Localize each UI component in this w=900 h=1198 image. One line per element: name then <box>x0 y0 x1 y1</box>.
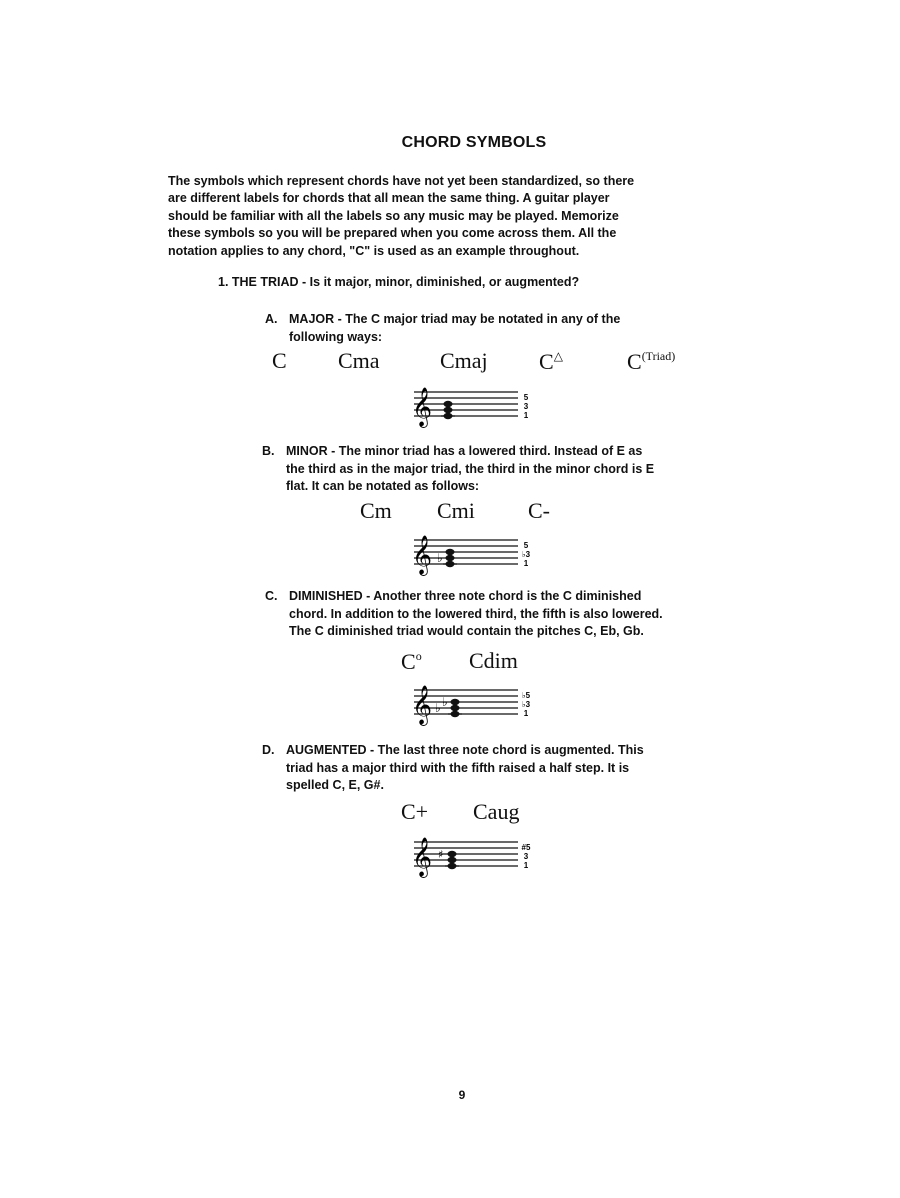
section-line: DIMINISHED - Another three note chord is the C diminished <box>289 589 642 603</box>
interval-label: 1 <box>523 709 529 718</box>
chord-symbol <box>627 350 675 373</box>
interval-label: 5 <box>523 541 529 550</box>
interval-label: 1 <box>523 861 529 870</box>
section-line: following ways: <box>289 329 383 344</box>
section-text <box>286 742 644 795</box>
section-line: chord. In addition to the lowered third, the fifth is also lowered. <box>289 606 663 621</box>
interval-label: #5 <box>521 843 531 852</box>
section-major <box>265 311 745 351</box>
staff-major <box>410 378 540 428</box>
section-line: triad has a major third with the fifth raised a half step. It is <box>286 760 630 775</box>
section-line: AUGMENTED - The last three note chord is augmented. This <box>286 743 644 757</box>
note-head <box>446 555 455 561</box>
interval-label: ♭3 <box>521 700 531 709</box>
section-line: The C diminished triad would contain the pitches C, Eb, Gb. <box>289 624 644 638</box>
treble-clef-icon: 𝄞 <box>412 837 433 877</box>
section-minor <box>262 443 742 499</box>
section-diminished <box>265 588 745 644</box>
interval-label: 1 <box>523 411 529 420</box>
chord-symbol: C+ <box>401 799 429 824</box>
intro-line: The symbols which represent chords have not yet been standardized, so there <box>168 174 635 188</box>
section-text <box>289 311 620 346</box>
note-head <box>446 549 455 555</box>
section-label: A. <box>265 312 278 326</box>
interval-label: ♭3 <box>521 550 531 559</box>
section-line: flat. It can be notated as follows: <box>286 479 480 493</box>
triad-sup: (Triad) <box>641 349 676 363</box>
triad-question: 1. THE TRIAD - Is it major, minor, diminished, or augmented? <box>218 275 580 289</box>
section-label: B. <box>262 444 275 458</box>
staff-augmented <box>410 828 540 878</box>
section-label: C. <box>265 589 278 603</box>
flat-icon: ♭ <box>442 695 448 709</box>
section-augmented <box>262 742 742 798</box>
treble-clef-icon: 𝄞 <box>412 535 433 575</box>
note-head <box>444 407 453 413</box>
chord-root: C <box>539 349 554 374</box>
interval-label: 3 <box>523 852 529 861</box>
chord-symbol: Cdim <box>469 648 518 673</box>
section-line: MINOR - The minor triad has a lowered third. Instead of E as <box>286 444 643 458</box>
dim-sup: o <box>415 649 422 663</box>
staff-diminished <box>410 676 540 726</box>
flat-icon: ♭ <box>437 551 443 565</box>
interval-label: 3 <box>523 402 529 411</box>
intro-line: notation applies to any chord, "C" is used as an example throughout. <box>168 243 580 258</box>
chord-symbol: Cm <box>360 498 392 523</box>
treble-clef-icon: 𝄞 <box>412 387 433 427</box>
chord-symbol: Cma <box>338 348 380 373</box>
chord-symbol: Cmaj <box>440 348 488 373</box>
note-head <box>444 401 453 407</box>
section-text <box>289 588 663 641</box>
intro-line: are different labels for chords that all mean the same thing. A guitar player <box>168 191 610 206</box>
interval-label: ♭5 <box>521 691 531 700</box>
section-line: MAJOR - The C major triad may be notated in any of the <box>289 312 621 326</box>
chord-symbol: C- <box>528 498 550 523</box>
chord-root: C <box>627 349 642 374</box>
chord-symbol: Caug <box>473 799 520 824</box>
intro-paragraph <box>168 173 738 260</box>
section-line: spelled C, E, G#. <box>286 778 384 792</box>
triangle-sup: △ <box>553 349 563 363</box>
note-head <box>451 705 460 711</box>
chord-symbol: Cmi <box>437 498 475 523</box>
chord-root: C <box>401 649 416 674</box>
treble-clef-icon: 𝄞 <box>412 685 433 725</box>
staff-minor <box>410 526 540 576</box>
section-line: the third as in the major triad, the third in the minor chord is E <box>286 461 655 476</box>
interval-label: 5 <box>523 393 529 402</box>
section-label: D. <box>262 743 275 757</box>
chord-symbol: C <box>272 348 287 373</box>
section-text <box>286 443 654 496</box>
flat-icon: ♭ <box>435 701 441 715</box>
note-head <box>451 699 460 705</box>
chord-symbol <box>401 650 422 673</box>
page-number: 9 <box>458 1088 466 1102</box>
intro-line: these symbols so you will be prepared when you come across them. All the <box>168 226 617 241</box>
interval-label: 1 <box>523 559 529 568</box>
note-head <box>448 851 457 857</box>
page-title: CHORD SYMBOLS <box>401 134 547 151</box>
intro-line: should be familiar with all the labels so any music may be played. Memorize <box>168 208 619 223</box>
chord-symbol <box>539 350 563 373</box>
note-head <box>448 857 457 863</box>
sharp-icon: ♯ <box>438 848 444 861</box>
